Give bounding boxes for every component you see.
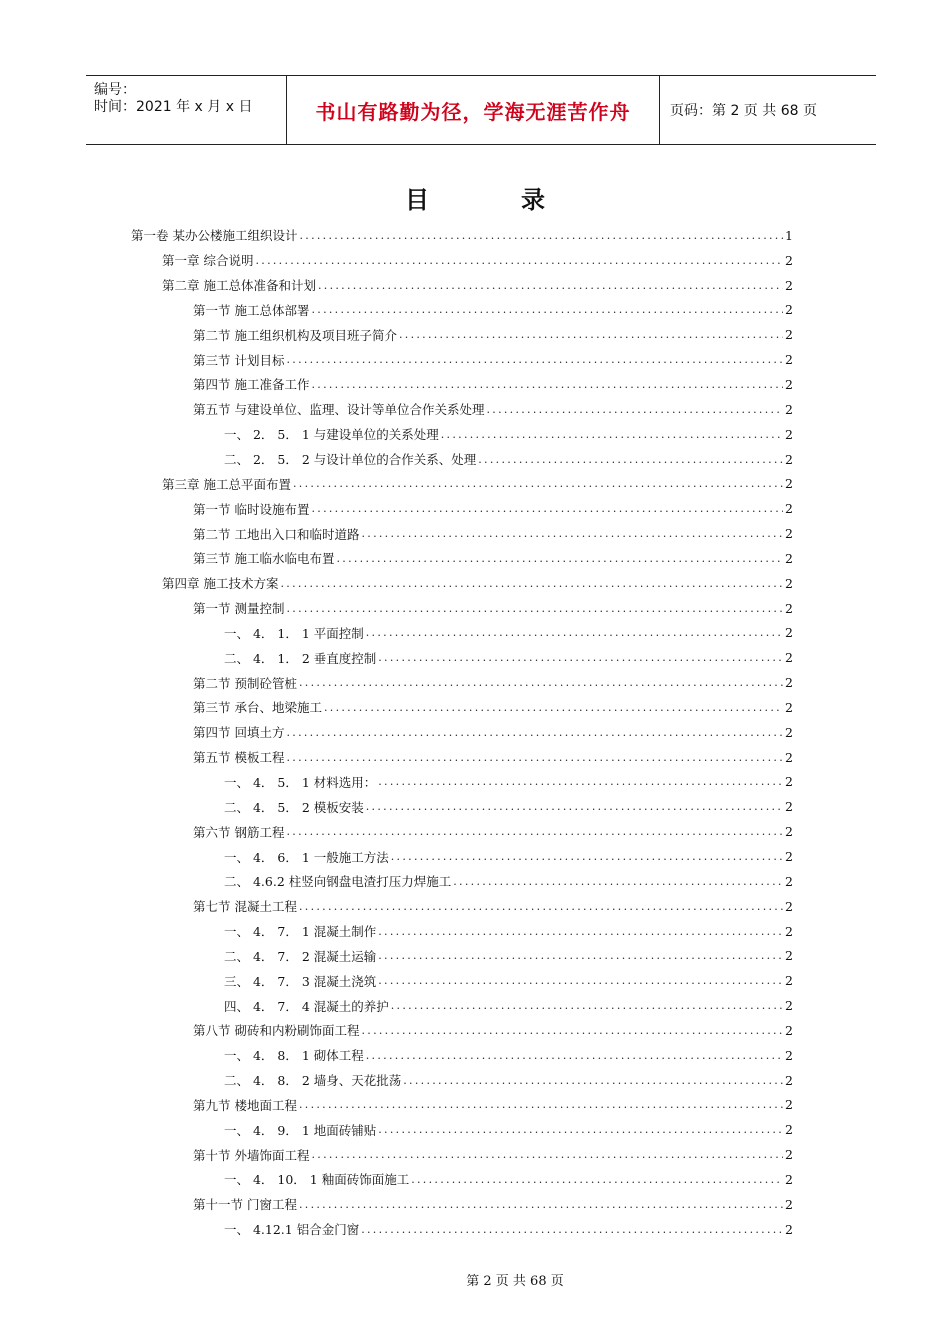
toc-dot-leader [366,800,783,813]
toc-entry[interactable] [131,571,793,596]
toc-entry-page: 2 [785,426,793,442]
toc-entry-label: 第二章 施工总体准备和计划 [162,278,316,294]
toc-entry-page: 2 [785,699,793,715]
toc-entry-page: 2 [785,1097,793,1113]
toc-entry-label: 二、 4． 1． 2 垂直度控制 [224,650,377,666]
toc-dot-leader [286,825,783,838]
toc-entry-label: 一、 4． 9． 1 地面砖铺贴 [224,1122,377,1138]
motto-text: 书山有路勤为径，学海无涯苦作舟 [287,76,660,144]
table-of-contents [131,223,793,1242]
toc-entry[interactable] [131,546,793,571]
toc-entry-label: 第五节 与建设单位、监理、设计等单位合作关系处理 [193,402,485,418]
toc-entry-page: 2 [785,327,793,343]
toc-entry[interactable] [131,248,793,273]
page-footer: 第 2 页 共 68 页 [466,1274,564,1289]
toc-entry[interactable] [131,869,793,894]
toc-entry-page: 2 [785,476,793,492]
toc-dot-leader [299,900,783,913]
toc-dot-leader [280,577,783,590]
toc-entry-page: 2 [785,1221,793,1237]
toc-dot-leader [299,676,783,689]
toc-entry-page: 2 [785,600,793,616]
toc-entry-label: 第三节 施工临水临电布置 [193,551,335,567]
toc-entry[interactable] [131,447,793,472]
toc-entry[interactable] [131,968,793,993]
toc-dot-leader [361,1024,783,1037]
toc-entry-label: 第三章 施工总平面布置 [162,476,291,492]
title-char-2: 录 [521,186,545,214]
toc-dot-leader [378,651,783,664]
toc-entry-page: 2 [785,550,793,566]
toc-entry[interactable] [131,372,793,397]
toc-dot-leader [403,1074,783,1087]
toc-entry[interactable] [131,770,793,795]
toc-entry-label: 三、 4． 7． 3 混凝土浇筑 [224,973,377,989]
toc-entry-page: 2 [785,526,793,542]
toc-entry-page: 2 [785,749,793,765]
toc-entry-label: 一、 4.12.1 铝合金门窗 [224,1222,360,1238]
toc-entry[interactable] [131,1043,793,1068]
toc-entry-label: 第十节 外墙饰面工程 [193,1147,310,1163]
toc-dot-leader [453,875,783,888]
toc-entry[interactable] [131,1068,793,1093]
toc-entry-label: 第二节 施工组织机构及项目班子简介 [193,327,397,343]
toc-dot-leader [378,1123,783,1136]
toc-entry-page: 2 [785,625,793,641]
number-label: 编号： [94,82,136,98]
toc-entry-page: 1 [785,227,793,243]
toc-dot-leader [441,428,783,441]
toc-entry-label: 第四节 回填土方 [193,725,285,741]
toc-entry-label: 第二节 预制砼管桩 [193,675,297,691]
toc-entry-page: 2 [785,650,793,666]
toc-entry-page: 2 [785,252,793,268]
toc-entry-label: 第三节 承台、地梁施工 [193,700,322,716]
toc-entry-label: 第二节 工地出入口和临时道路 [193,526,360,542]
toc-entry[interactable] [131,1217,793,1242]
toc-entry[interactable] [131,1167,793,1192]
toc-entry-page: 2 [785,1171,793,1187]
toc-entry-page: 2 [785,376,793,392]
toc-entry-label: 二、 4.6.2 柱竖向钢盘电渣打压力焊施工 [224,874,452,890]
toc-dot-leader [411,1173,783,1186]
toc-entry[interactable] [131,422,793,447]
toc-entry[interactable] [131,1117,793,1142]
toc-dot-leader [399,328,783,341]
toc-entry-label: 第五节 模板工程 [193,750,285,766]
toc-dot-leader [311,1148,783,1161]
toc-entry-label: 第一节 临时设施布置 [193,501,310,517]
toc-entry[interactable] [131,1018,793,1043]
toc-entry-page: 2 [785,824,793,840]
toc-entry-label: 第一章 综合说明 [162,253,254,269]
toc-entry[interactable] [131,596,793,621]
toc-entry-label: 四、 4． 7． 4 混凝土的养护 [224,998,389,1014]
toc-entry[interactable] [131,943,793,968]
toc-entry-page: 2 [785,352,793,368]
toc-entry-page: 2 [785,1147,793,1163]
toc-dot-leader [299,1098,783,1111]
toc-entry[interactable] [131,794,793,819]
toc-entry-label: 第三节 计划目标 [193,352,285,368]
toc-entry[interactable] [131,223,793,248]
toc-entry[interactable] [131,670,793,695]
toc-entry-label: 第七节 混凝土工程 [193,899,297,915]
toc-entry-page: 2 [785,277,793,293]
toc-entry-label: 第九节 楼地面工程 [193,1097,297,1113]
toc-dot-leader [311,378,783,391]
toc-entry-label: 二、 4． 7． 2 混凝土运输 [224,948,377,964]
toc-entry-page: 2 [785,948,793,964]
toc-entry-label: 二、 2． 5． 2 与设计单位的合作关系、处理 [224,452,477,468]
toc-entry[interactable] [131,322,793,347]
toc-entry-page: 2 [785,501,793,517]
toc-entry-page: 2 [785,1022,793,1038]
toc-entry-label: 第四章 施工技术方案 [162,576,279,592]
toc-entry-label: 一、 2． 5． 1 与建设单位的关系处理 [224,427,439,443]
toc-entry-label: 一、 4． 10． 1 釉面砖饰面施工 [224,1172,410,1188]
toc-entry-page: 2 [785,973,793,989]
toc-dot-leader [361,1223,783,1236]
toc-dot-leader [286,726,783,739]
toc-entry-label: 一、 4． 1． 1 平面控制 [224,625,364,641]
toc-entry[interactable] [131,645,793,670]
toc-dot-leader [311,502,783,515]
toc-dot-leader [286,602,783,615]
toc-entry[interactable] [131,695,793,720]
toc-entry-page: 2 [785,898,793,914]
toc-entry[interactable] [131,273,793,298]
toc-entry[interactable] [131,496,793,521]
toc-dot-leader [255,254,783,267]
toc-dot-leader [378,949,783,962]
toc-entry[interactable] [131,919,793,944]
toc-entry-page: 2 [785,998,793,1014]
toc-dot-leader [286,353,783,366]
toc-entry-page: 2 [785,774,793,790]
toc-entry[interactable] [131,1093,793,1118]
toc-entry[interactable] [131,521,793,546]
toc-entry-label: 一、 4． 5． 1 材料选用： [224,774,377,790]
time-label: 时间：2021 年 x 月 x 日 [94,99,253,115]
toc-dot-leader [324,701,783,714]
toc-entry[interactable] [131,471,793,496]
toc-dot-leader [366,1049,783,1062]
toc-entry[interactable] [131,397,793,422]
toc-entry-page: 2 [785,401,793,417]
toc-entry-page: 2 [785,799,793,815]
toc-dot-leader [366,626,783,639]
toc-dot-leader [293,477,783,490]
toc-entry[interactable] [131,844,793,869]
document-header [86,75,876,145]
page-title [0,180,950,215]
toc-entry-page: 2 [785,1122,793,1138]
toc-entry-label: 一、 4． 8． 1 砌体工程 [224,1048,364,1064]
toc-entry-page: 2 [785,451,793,467]
toc-dot-leader [361,527,783,540]
title-char-1: 目 [405,186,429,214]
toc-entry-label: 第十一节 门窗工程 [193,1197,297,1213]
toc-dot-leader [378,775,783,788]
header-meta-cell [86,76,287,144]
toc-dot-leader [299,1198,783,1211]
toc-entry-label: 第一节 测量控制 [193,601,285,617]
toc-dot-leader [318,279,783,292]
toc-dot-leader [486,403,783,416]
toc-entry-page: 2 [785,575,793,591]
toc-entry-label: 一、 4． 6． 1 一般施工方法 [224,849,389,865]
toc-entry[interactable] [131,1142,793,1167]
toc-entry-page: 2 [785,724,793,740]
toc-entry[interactable] [131,993,793,1018]
page-label: 页码：第 2 页 共 68 页 [670,103,817,119]
toc-entry[interactable] [131,1192,793,1217]
toc-entry-label: 第八节 砌砖和内粉刷饰面工程 [193,1023,360,1039]
toc-entry-label: 第一节 施工总体部署 [193,302,310,318]
toc-entry[interactable] [131,720,793,745]
toc-dot-leader [299,229,783,242]
toc-entry-page: 2 [785,302,793,318]
toc-entry-page: 2 [785,849,793,865]
toc-dot-leader [311,303,783,316]
toc-entry-page: 2 [785,1196,793,1212]
toc-dot-leader [378,974,783,987]
toc-dot-leader [378,925,783,938]
toc-entry[interactable] [131,819,793,844]
toc-entry-label: 一、 4． 7． 1 混凝土制作 [224,924,377,940]
toc-entry[interactable] [131,621,793,646]
toc-entry-label: 第六节 钢筋工程 [193,824,285,840]
toc-dot-leader [478,453,783,466]
toc-dot-leader [336,552,783,565]
toc-entry-page: 2 [785,923,793,939]
toc-entry-page: 2 [785,675,793,691]
toc-entry-label: 二、 4． 8． 2 墙身、天花批荡 [224,1073,402,1089]
toc-dot-leader [391,999,783,1012]
toc-entry[interactable] [131,347,793,372]
toc-entry[interactable] [131,745,793,770]
toc-entry-label: 第四节 施工准备工作 [193,377,310,393]
toc-entry-label: 二、 4． 5． 2 模板安装 [224,799,364,815]
toc-entry-page: 2 [785,873,793,889]
toc-entry[interactable] [131,894,793,919]
toc-entry-page: 2 [785,1072,793,1088]
toc-entry[interactable] [131,298,793,323]
toc-entry-page: 2 [785,1047,793,1063]
toc-dot-leader [286,751,783,764]
toc-dot-leader [391,850,783,863]
toc-entry-label: 第一卷 某办公楼施工组织设计 [131,228,298,244]
